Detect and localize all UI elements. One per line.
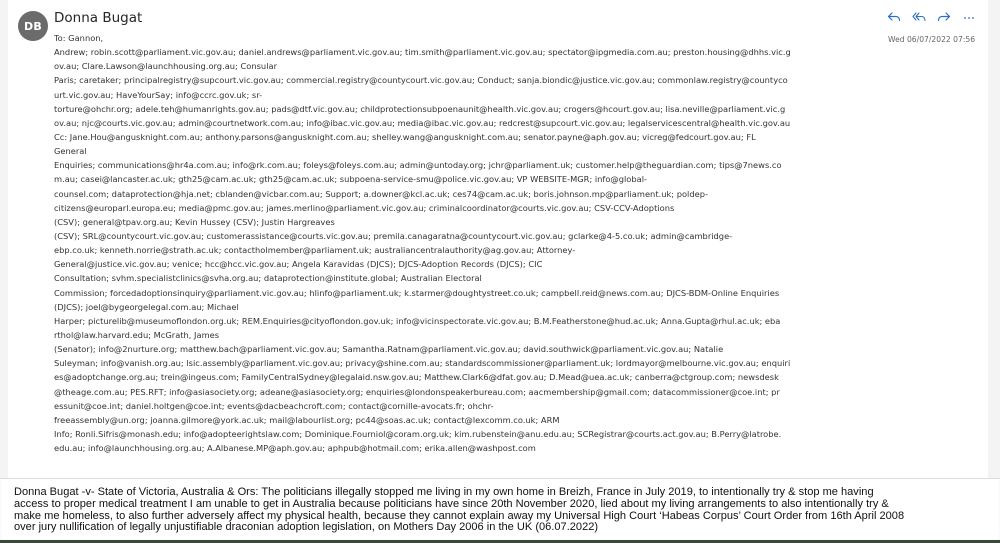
recipients-line[interactable]: General@justice.vic.gov.au; venice; hcc@hcc.vic.gov.au; Angela Karavidas (DJCS); DJCS-Adoption Records (DJCS); CIC xyxy=(54,259,543,270)
avatar[interactable]: DB xyxy=(18,11,48,41)
recipients-line[interactable]: citizens@europarl.europa.eu; media@pmc.gov.au; james.merlino@parliament.vic.gov.au; criminalcoordinator@courts.vic.gov.au; CSV-CCV-Adoptions xyxy=(54,202,675,213)
recipients-line[interactable]: @theage.com.au; PES.RFT; info@asiasociety.org; adeane@asiasociety.org; enquiries@londonspeakerbureau.com; aacmembership@gmail.com; datacommissioner@coe.int; pr xyxy=(54,386,780,397)
recipients-line[interactable]: torture@ohchr.org; adele.teh@humanrights.gov.au; pads@dtf.vic.gov.au; childprotectionsubpoenaunit@health.vic.gov.au; crogers@hcourt.gov.au; lisa.neville@parliament.vic.g xyxy=(54,103,786,114)
reply-button[interactable] xyxy=(881,9,906,25)
recipients-line[interactable]: essunit@coe.int; daniel.holtgen@coe.int; events@dacbeachcroft.com; contact@cornille-avocats.fr; ohchr- xyxy=(54,400,494,411)
recipients-line[interactable]: Info; Ronli.Sifris@monash.edu; info@adopteerightslaw.com; Dominique.Fourniol@coram.org.uk; kim.rubenstein@anu.edu.au; SCRegistrar@courts.act.gov.au; B.Perry@latrobe. xyxy=(54,428,782,439)
message-line: make me homeless, to also further adversely affect my physical health, because they cannot explain away my Universal High Court ‘Habeas Corpus’ Court Order from 16th April 2008 xyxy=(14,509,905,522)
recipients-line[interactable]: freeassembly@un.org; joanna.gilmore@york.ac.uk; mail@labourlist.org; pc44@soas.ac.uk; contact@lexcomm.co.uk; ARM xyxy=(54,414,560,425)
recipients-line[interactable]: Enquiries; communications@hr4a.com.au; info@rk.com.au; foleys@foleys.com.au; admin@untoday.org; jchr@parliament.uk; customer.help@theguardian.com; tips@7news.co xyxy=(54,160,782,171)
recipients-line[interactable]: Commission; forcedadoptionsinquiry@parliament.vic.gov.au; hlinfo@parliament.uk; k.starmer@doughtystreet.co.uk; campbell.reid@news.com.au; DJCS-BDM-Online Enquiries xyxy=(54,287,780,298)
scrollbar-track[interactable] xyxy=(988,0,1000,478)
recipients-line[interactable]: Andrew; robin.scott@parliament.vic.gov.au; daniel.andrews@parliament.vic.gov.au; tim.smith@parliament.vic.gov.au; spectator@ipgmedia.com.au; preston.housing@dhhs.vic.g xyxy=(54,47,791,58)
recipients-line[interactable]: counsel.com; dataprotection@hja.net; cblanden@vicbar.com.au; Support; a.downer@kcl.ac.uk; ces74@cam.ac.uk; boris.johnson.mp@parliament.uk; poldep- xyxy=(54,188,708,199)
email-reading-pane xyxy=(8,0,988,478)
recipients-line[interactable]: Cc: Jane.Hou@angusknight.com.au; anthony.parsons@angusknight.com.au; shelley.wang@angusknight.com.au; senator.payne@aph.gov.au; vicreg@fedcourt.gov.au; FL xyxy=(54,131,756,142)
forward-button[interactable] xyxy=(931,9,956,25)
sent-datetime: Wed 06/07/2022 07:56 xyxy=(888,35,976,44)
message-line: access to proper medical treatment I am unable to get in Australia because politicians have since 20th November 2020, lied about my living arrangements to also intentionally try & xyxy=(14,497,889,510)
recipients-line[interactable]: (CSV); SRL@countycourt.vic.gov.au; customerassistance@courts.vic.gov.au; premila.canagaratna@countycourt.vic.gov.au; gclarke@4-5.co.uk; admin@cambridge- xyxy=(54,230,733,241)
message-line: over jury nullification of legally unjustifiable draconian adoption legislation, on Mothers Day 2006 in the UK (06.07.2022) xyxy=(14,521,599,534)
recipients-line[interactable]: Suleyman; info@vanish.org.au; lsic.assembly@parliament.vic.gov.au; privacy@shine.com.au; standardscommissioner@parliament.uk; lordmayor@melbourne.vic.gov.au; enquiri xyxy=(54,358,791,369)
recipients-line[interactable]: Harper; picturelib@museumoflondon.org.uk; REM.Enquiries@cityoflondon.gov.uk; info@vicinspectorate.vic.gov.au; B.M.Featherstone@hud.ac.uk; Anna.Gupta@rhul.ac.uk; eba xyxy=(54,315,781,326)
message-actions xyxy=(881,9,981,25)
recipients-line[interactable]: es@adoptchange.org.au; trein@ingeus.com; FamilyCentralSydney@legalaid.nsw.gov.au; Matthew.Clark6@dfat.gov.au; D.Mead@uea.ac.uk; canberra@ctgroup.com; newsdesk xyxy=(54,372,779,383)
reply-all-icon xyxy=(912,11,926,23)
more-options-button[interactable] xyxy=(956,9,981,25)
recipients-line[interactable]: (Senator); info@2nurture.org; matthew.bach@parliament.vic.gov.au; Samantha.Ratnam@parliament.vic.gov.au; david.southwick@parliament.vic.gov.au; Natalie xyxy=(54,344,724,355)
recipients-line[interactable]: Consultation; svhm.specialistclinics@svha.org.au; dataprotection@institute.global; Australian Electoral xyxy=(54,273,482,284)
message-line: Donna Bugat -v- State of Victoria, Australia & Ors: The politicians illegally stopped me living in my own home in Breizh, France in July 2019, to intentionally try & stop me having xyxy=(14,486,874,498)
caption-panel xyxy=(0,479,1000,543)
more-icon xyxy=(962,11,976,23)
recipients-line[interactable]: Paris; caretaker; principalregistry@supcourt.vic.gov.au; commercial.registry@countycourt.vic.gov.au; Conduct; sanja.biondic@justice.vic.gov.au; commonlaw.registry@countyco xyxy=(54,75,788,86)
recipients-line[interactable]: To: Gannon, xyxy=(54,33,104,43)
sender-name[interactable]: Donna Bugat xyxy=(54,10,143,26)
reply-all-button[interactable] xyxy=(906,9,931,25)
forward-icon xyxy=(937,11,951,23)
recipients-line[interactable]: (CSV); general@tpav.org.au; Kevin Hussey (CSV); Justin Hargreaves xyxy=(54,216,335,227)
reply-icon xyxy=(887,11,901,23)
recipients-line[interactable]: urt.vic.gov.au; HaveYourSay; info@ccrc.gov.uk; sr- xyxy=(54,89,263,100)
recipients-line[interactable]: ebp.co.uk; kenneth.norrie@strath.ac.uk; contactholmember@parliament.uk; australiancentralauthority@ag.gov.au; Attorney- xyxy=(54,245,576,256)
recipients-line[interactable]: m.au; casei@lancaster.ac.uk; gth25@cam.ac.uk; gth25@cam.ac.uk; subpoena-service-smu@police.vic.gov.au; VP WEBSITE-MGR; info@global- xyxy=(54,174,648,185)
recipients-line[interactable]: rthol@law.harvard.edu; McGrath, James xyxy=(54,329,220,340)
left-pane-edge xyxy=(0,0,8,478)
recipients-line[interactable]: edu.au; info@launchhousing.org.au; A.Albanese.MP@aph.gov.au; aphpub@hotmail.com; erika.allen@washpost.com xyxy=(54,443,536,454)
message-text xyxy=(14,487,989,534)
recipients-line[interactable]: General xyxy=(54,146,87,157)
recipients-line[interactable]: ov.au; Clare.Lawson@launchhousing.org.au; Consular xyxy=(54,61,277,72)
recipients-line[interactable]: (DJCS); joel@bygeorgelegal.com.au; Michael xyxy=(54,301,239,312)
recipients-list xyxy=(54,31,874,455)
recipients-line[interactable]: ov.au; njc@courts.vic.gov.au; admin@courtnetwork.com.au; info@ibac.vic.gov.au; media@ibac.vic.gov.au; redcrest@supcourt.vic.gov.au; legalservicescentral@health.vic.gov.au xyxy=(54,117,791,128)
